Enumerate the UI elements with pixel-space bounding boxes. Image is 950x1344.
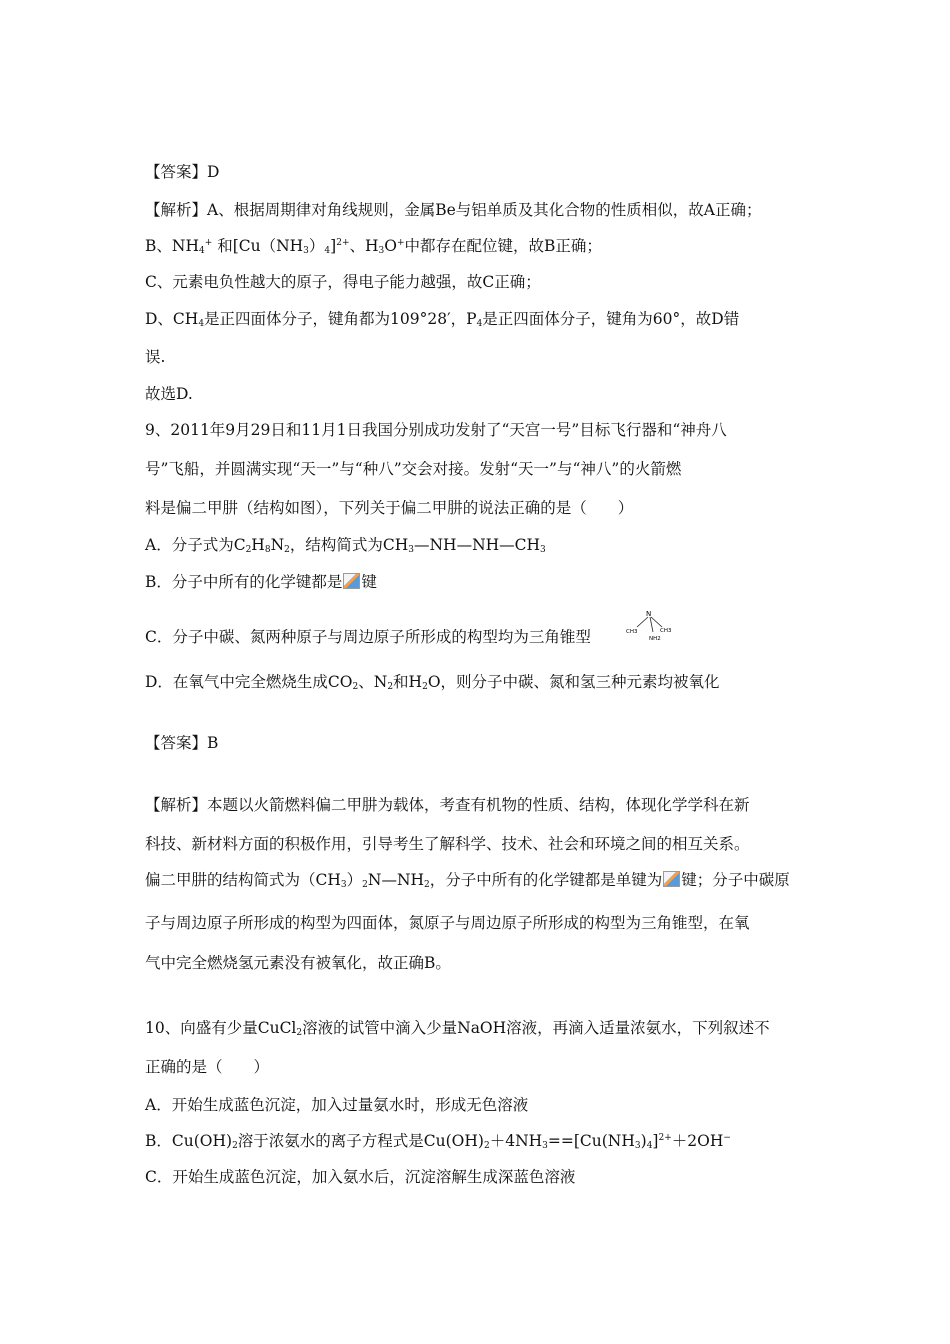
q10-option-a: A．开始生成蓝色沉淀，加入过量氨水时，形成无色溶液 [145,1096,529,1114]
q9-option-d: D．在氧气中完全燃烧生成$CO_2$、$N_2$和$H_2O$，则分子中碳、氮和氢三种元素均被氧化 [145,673,720,692]
bond-right [651,617,662,627]
q9-option-b: B．分子中所有的化学键都是 键 [145,573,377,591]
q9-answer: 【答案】B [145,734,219,752]
q8-analysis-d: D、$CH_4$是正四面体分子，键角都为109°28′，$P_4$是正四面体分子，键角为60°，故D错 [145,310,740,329]
q8-conclusion: 故选D. [145,385,193,403]
q9-analysis-line5: 气中完全燃烧氢元素没有被氧化，故正确B。 [145,954,451,972]
broken-image-icon [343,573,360,589]
q8-analysis-b: B、$NH_4^+$ 和$[Cu(NH_3)_4]^{2+}$、$H_3O^+$中都存在配位键，故B正确； [145,237,602,256]
q10-stem-line2: 正确的是（ ） [145,1058,270,1076]
q9-analysis-line1: 【解析】本题以火箭燃料偏二甲肼为载体，考查有机物的性质、结构，体现化学学科在新 [145,796,750,814]
q8-analysis-a: 【解析】A、根据周期律对角线规则，金属Be与铝单质及其化合物的性质相似，故A正确； [145,201,762,219]
group-ch3-left: CH3 [626,629,638,635]
q8-analysis-c: C、元素电负性越大的原子，得电子能力越强，故C正确； [145,273,541,291]
bond-left [637,617,648,627]
molecule-structure-diagram [624,608,680,644]
group-ch3-right: CH3 [660,628,672,634]
q10-option-b: B．$Cu(OH)_2$溶于浓氨水的离子方程式是$Cu(OH)_2+4NH_3==[Cu(NH_3)_4]^{2+}+2OH^-$ [145,1132,731,1151]
q9-stem-line1: 9、2011年9月29日和11月1日我国分别成功发射了“天宫一号”目标飞行器和“神舟八 [145,421,727,439]
q9-analysis-line3: 偏二甲肼的结构简式为$(CH_3)_2N—NH_2$，分子中所有的化学键都是单键为 键；分子中碳原 [145,871,790,890]
broken-image-icon [663,871,680,887]
q8-answer: 【答案】D [145,163,220,181]
q8-analysis-d-wrap: 误. [145,348,166,366]
q9-analysis-line4: 子与周边原子所形成的构型为四面体，氮原子与周边原子所形成的构型为三角锥型，在氧 [145,914,750,932]
q10-option-c: C．开始生成蓝色沉淀，加入氨水后，沉淀溶解生成深蓝色溶液 [145,1168,576,1186]
q9-option-a: A．分子式为$C_2H_8N_2$，结构简式为$CH_3—NH—NH—CH_3$ [145,536,546,555]
q9-stem-line2: 号”飞船，并圆满实现“天一”与“种八”交会对接。发射“天一”与“神八”的火箭燃 [145,460,682,478]
q9-option-c: C．分子中碳、氮两种原子与周边原子所形成的构型均为三角锥型 [145,628,591,646]
q10-stem-line1: 10、向盛有少量CuCl$_2$溶液的试管中滴入少量NaOH溶液，再滴入适量浓氨水，下列叙述不 [145,1019,770,1038]
q9-stem-line3: 料是偏二甲肼（结构如图），下列关于偏二甲肼的说法正确的是（ ） [145,499,634,517]
q9-analysis-line2: 科技、新材料方面的积极作用，引导考生了解科学、技术、社会和环境之间的相互关系。 [145,835,750,853]
atom-n: N [646,610,652,618]
group-nh2: NH2 [649,636,661,642]
bond-down [650,617,653,632]
